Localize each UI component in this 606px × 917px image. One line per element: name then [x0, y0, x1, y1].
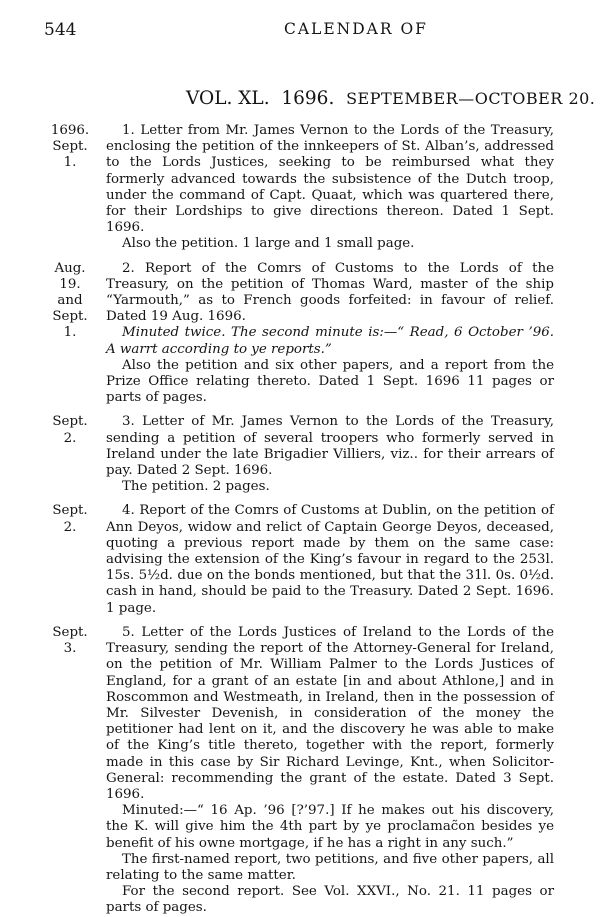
entry-date: Sept. 2. — [52, 503, 88, 535]
page-number: 544 — [44, 20, 77, 40]
entry-date: 1696. Sept. 1. — [50, 123, 90, 171]
calendar-entry — [52, 503, 554, 616]
volume-year: 1696. — [281, 88, 335, 109]
entry-text: 2. Report of the Comrs of Customs to the Lords of the Treasury, on the petition of Thomas Ward, master of the ship “Yarmouth,” as to French goods forfeited: in favour of relief. Dated 19 Aug. 1696. — [106, 260, 554, 325]
calendar-entry — [52, 414, 554, 495]
calendar-entry — [52, 260, 554, 407]
entry-minute: Minuted:—“ 16 Ap. ’96 [?’97.] If he makes out his discovery, the K. will give him the 4th part by ye proclamac̃on besides ye benefit of his owne mortgage, if he has a right in any such.” — [106, 803, 554, 851]
volume-number: VOL. XL. — [186, 88, 270, 109]
entry-cross-reference: For the second report. See Vol. XXVI., No. 21. 11 pages or parts of pages. — [106, 884, 554, 916]
calendar-entry — [50, 123, 554, 253]
entry-note: The first-named report, two petitions, and five other papers, all relating to the same matter. — [106, 851, 554, 883]
entry-text: 3. Letter of Mr. James Vernon to the Lords of the Treasury, sending a petition of several troopers who formerly served in Ireland under the late Brigadier Villiers, viz.. for their arrears of pay. Dated 2 Sept. 1696. — [106, 414, 554, 479]
entry-date: Sept. 3. — [52, 624, 88, 657]
calendar-entries — [0, 123, 606, 917]
entry-text: 1. Letter from Mr. James Vernon to the Lords of the Treasury, enclosing the petition of the innkeepers of St. Alban’s, addressed to the Lords Justices, seeking to be reimbursed what they formerly advanced towards the subsistence of the Dutch troop, under the command of Capt. Quaat, which was quartered there, for their Lordships to give directions thereon. Dated 1 Sept. 1696. — [106, 123, 554, 236]
running-header — [0, 20, 606, 44]
running-title: CALENDAR OF — [284, 20, 428, 38]
entry-note: Also the petition and six other papers, and a report from the Prize Office relating thereto. Dated 1 Sept. 1696 11 pages or parts of pages. — [106, 357, 554, 406]
entry-note: The petition. 2 pages. — [122, 479, 270, 495]
volume-heading — [186, 88, 595, 109]
entry-date: Sept. 2. — [52, 414, 88, 446]
entry-date: Aug. 19. and Sept. 1. — [52, 260, 88, 341]
entry-text: 5. Letter of the Lords Justices of Ireland to the Lords of the Treasury, sending the report of the Attorney-General for Ireland, on the petition of Mr. William Palmer to the Lords Justices of England, for a grant of an estate [in and about Athlone,] and in Roscommon and Westmeath, in Ireland, then in the possession of Mr. Silvester Devenish, in consideration of the money the petitioner had lent on it, and the discovery he was able to make of the King’s title thereto, together with the report, formerly made in this case by Sir Richard Levinge, Knt., when Solicitor-General: recommending the grant of the estate. Dated 3 Sept. 1696. — [106, 624, 554, 802]
calendar-entry — [52, 624, 554, 917]
entry-note: Also the petition. 1 large and 1 small page. — [122, 236, 415, 252]
entry-minute: Minuted twice. The second minute is:—“ Read, 6 October ’96. A warrt according to ye reports.” — [106, 325, 554, 357]
entry-text: 4. Report of the Comrs of Customs at Dublin, on the petition of Ann Deyos, widow and relict of Captain George Deyos, deceased, quoting a previous report made by them on the same case: advising the extension of the King’s favour in regard to the 253l. 15s. 5½d. due on the bonds mentioned, but that the 31l. 0s. 0½d. cash in hand, should be paid to the Treasury. Dated 2 Sept. 1696. 1 page. — [106, 503, 554, 616]
volume-date-range: SEPTEMBER—OCTOBER 20. — [346, 89, 596, 108]
